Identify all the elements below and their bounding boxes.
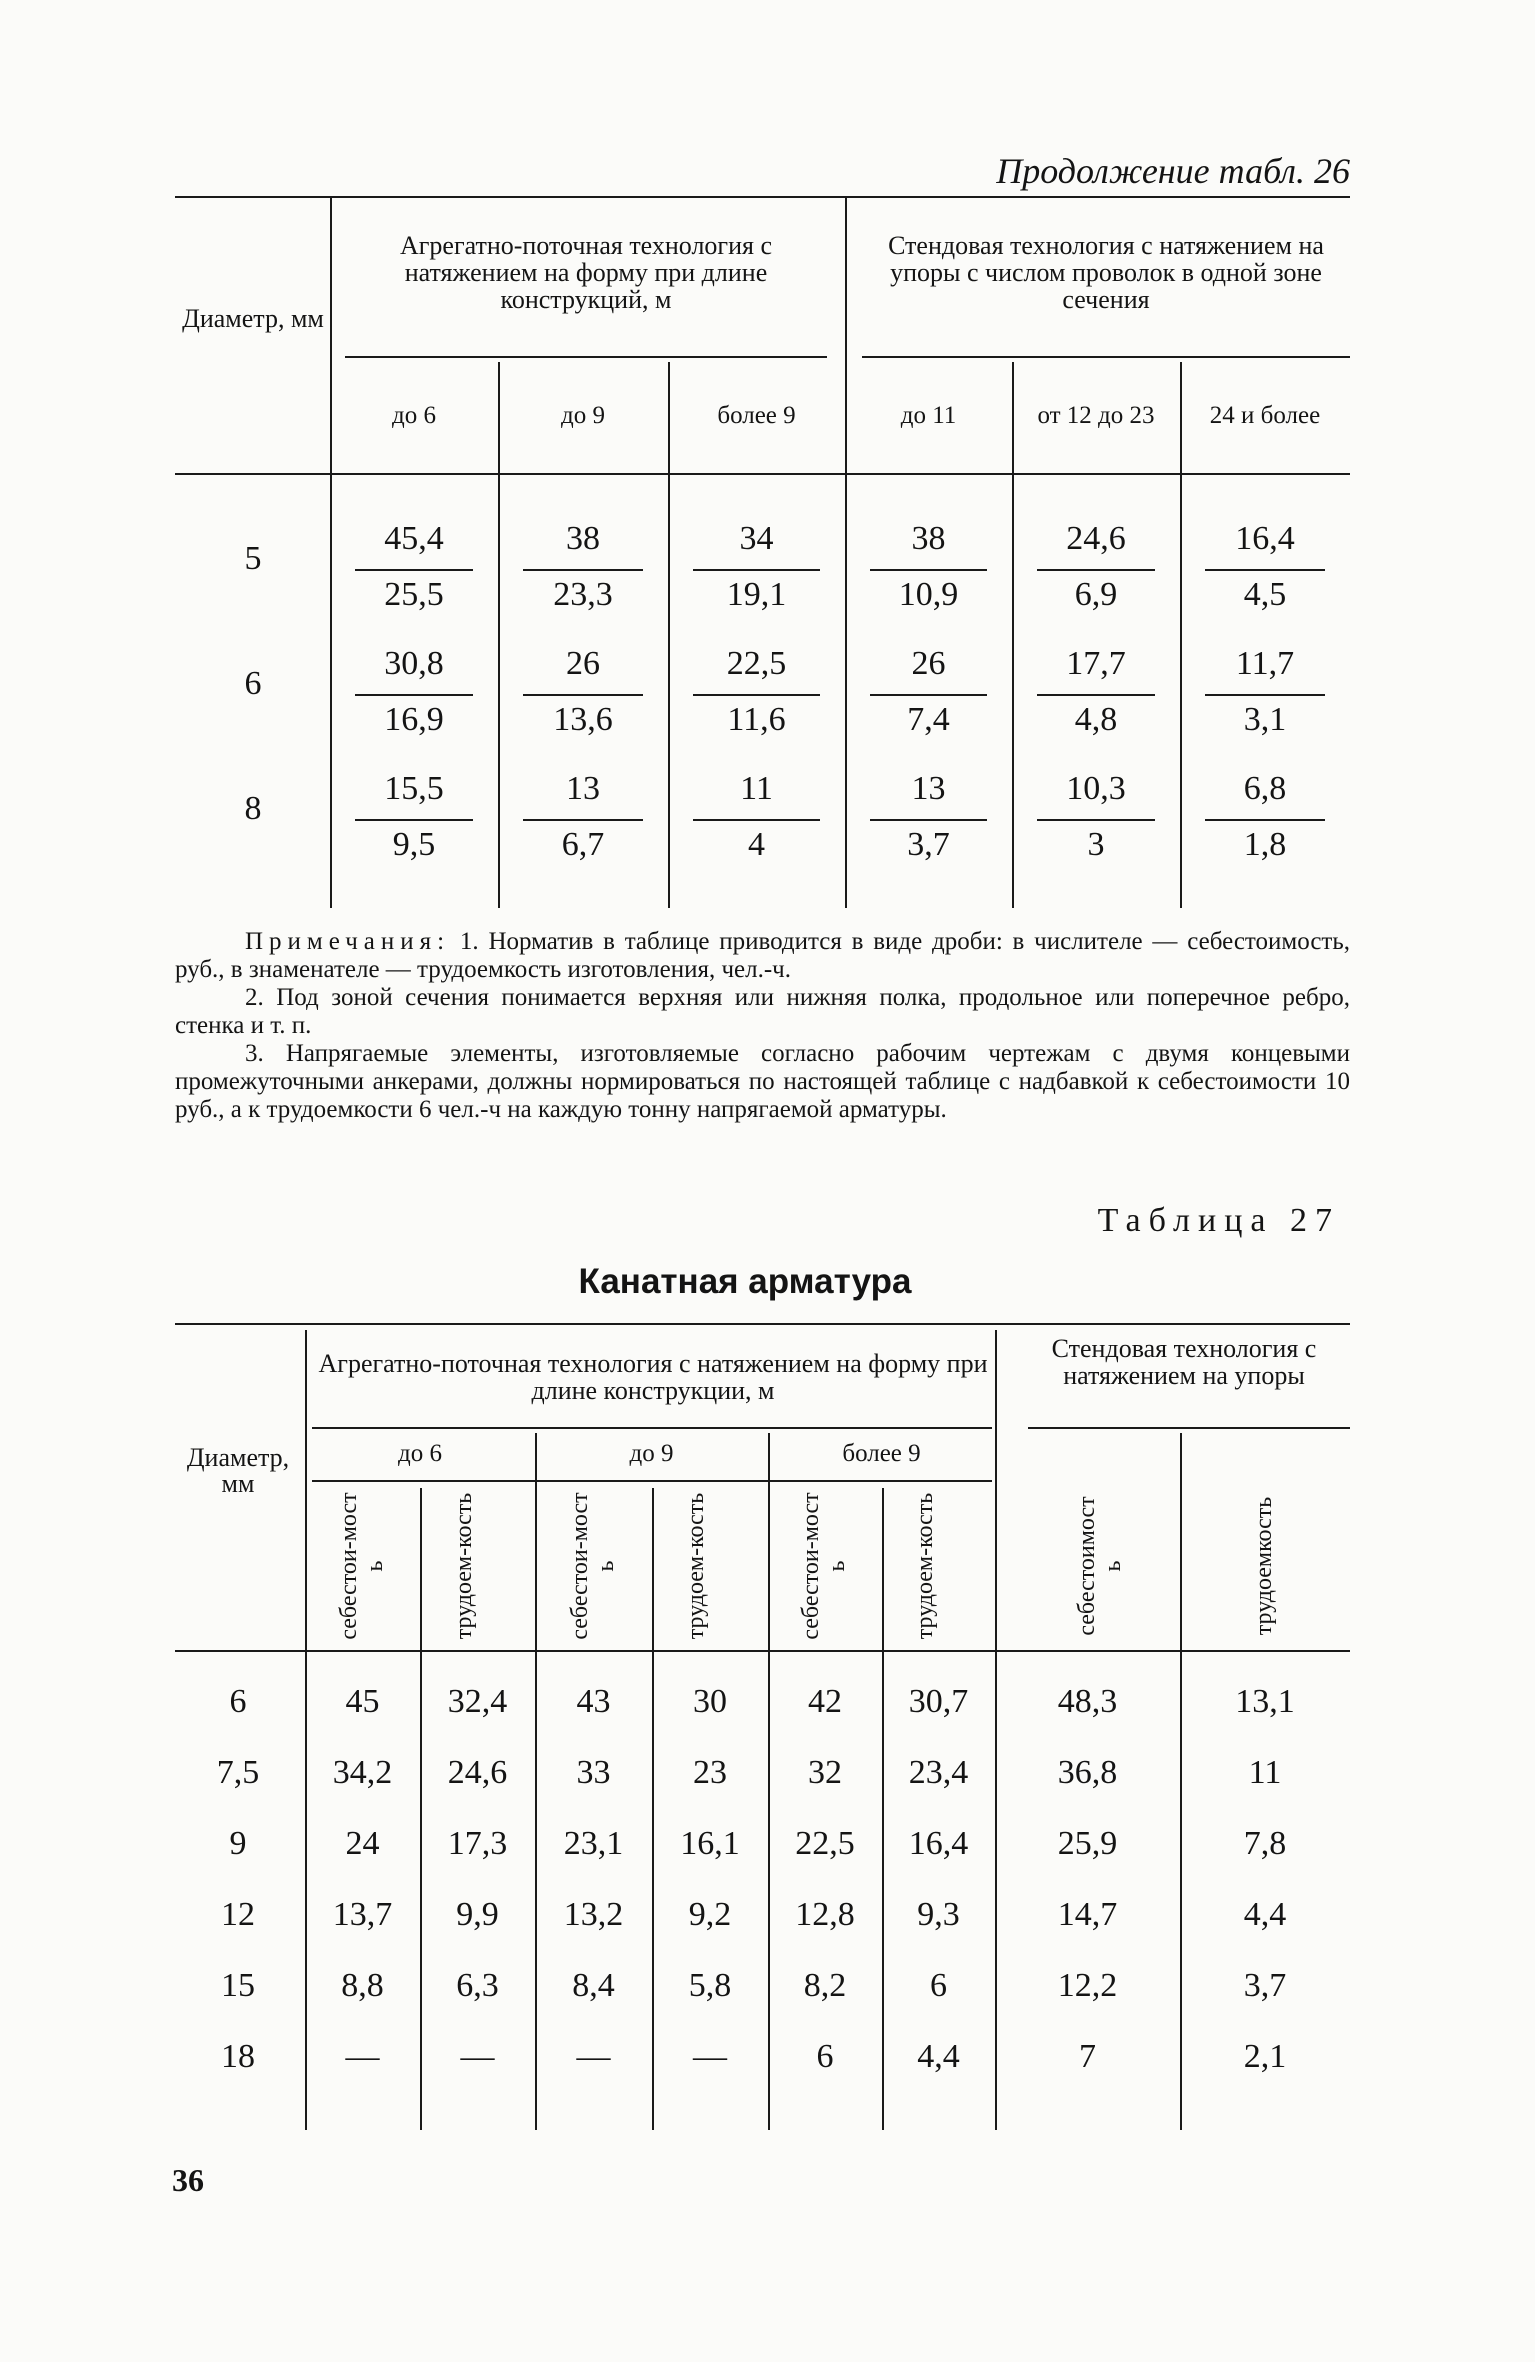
t27-length-header: до 9 (629, 1440, 674, 1467)
t27-cell: 12,8 (795, 1896, 855, 1933)
t26-cell-denominator: 16,9 (384, 701, 444, 738)
t27-cell: 25,9 (1057, 1825, 1118, 1862)
table-27-label: Таблица 27 (1097, 1202, 1340, 1239)
t26-cell-numerator: 16,4 (1235, 520, 1295, 557)
note-3: 3. Напрягаемые элементы, изготовляемые согласно рабочим чертежам с двумя концевыми промежуточными анкерами, должны нормироваться по настоящей таблице с надбавкой к себестоимости 10 руб., а к трудоемкости 6 чел.-ч на каждую тонну напрягаемой арматуры. (175, 1040, 1350, 1123)
t27-row-diameter: 15 (221, 1967, 255, 2004)
t26-subcol: до 11 (900, 402, 957, 429)
t27-cell: 43 (576, 1683, 611, 1720)
t27-cell: 16,1 (680, 1825, 740, 1862)
t26-fraction-bar (870, 694, 987, 696)
t27-cell: 7,8 (1243, 1825, 1287, 1862)
t26-row-diameter: 8 (244, 790, 262, 827)
t26-cell-denominator: 25,5 (384, 576, 444, 613)
t26-cell-denominator: 6,7 (561, 826, 605, 863)
t27-cell: 4,4 (1243, 1896, 1287, 1933)
t26-cell-numerator: 30,8 (384, 645, 444, 682)
t27-cell: 14,7 (1057, 1896, 1118, 1933)
t26-cell-denominator: 11,6 (727, 701, 786, 738)
t27-vert-label: себестои-мость (566, 1492, 619, 1640)
t27-row-diameter: 6 (229, 1683, 247, 1720)
t27-cell: 6,3 (456, 1967, 499, 2004)
t27-vert-label: трудоем-кость (683, 1492, 709, 1640)
t26-cell-numerator: 45,4 (384, 520, 444, 557)
t26-subcol: от 12 до 23 (1037, 402, 1155, 429)
t26-fraction-bar (355, 694, 473, 696)
t26-cell-numerator: 13 (566, 770, 600, 807)
t27-vert-label: себестои-мость (798, 1492, 850, 1640)
table-27-title: Канатная арматура (578, 1262, 912, 1301)
t27-cell: 32 (808, 1754, 842, 1791)
t27-cell: 32,4 (447, 1683, 508, 1720)
t27-cell: — (345, 2038, 380, 2075)
t27-cell: 13,7 (332, 1896, 393, 1933)
t26-cell-numerator: 11,7 (1235, 645, 1295, 682)
t26-subcol: до 6 (392, 402, 436, 429)
t26-cell-denominator: 3,1 (1243, 701, 1287, 738)
t26-cell-numerator: 24,6 (1066, 520, 1126, 557)
t27-cell: 13,1 (1235, 1683, 1295, 1720)
t26-fraction-bar (693, 569, 820, 571)
t27-row-diameter: 7,5 (216, 1754, 260, 1791)
t27-cell: 30 (693, 1683, 727, 1720)
note-1: 1. Норматив в таблице приводится в виде дроби: в числителе — себестоимость, руб., в знаменателе — трудоемкость изготовления, чел.-ч. (175, 928, 1351, 983)
t26-fraction-bar (870, 569, 987, 571)
t26-fraction-bar (355, 569, 473, 571)
t27-group-aggregate: Агрегатно-поточная технология с натяжением на форму при длине конструкции, м (318, 1349, 988, 1405)
t27-cell: 24,6 (447, 1754, 508, 1791)
t27-cell: 48,3 (1057, 1683, 1118, 1720)
t26-cell-denominator: 4 (748, 826, 765, 863)
t27-cell: 4,4 (917, 2038, 960, 2075)
t27-cell: 12,2 (1057, 1967, 1118, 2004)
t27-cell: — (576, 2038, 611, 2075)
t26-cell-denominator: 1,8 (1243, 826, 1287, 863)
t26-subcol: 24 и более (1209, 402, 1321, 429)
continuation-title: Продолжение табл. 26 (996, 151, 1350, 191)
t27-row-diameter: 12 (221, 1896, 255, 1933)
t26-fraction-bar (523, 569, 643, 571)
t27-cell: 7 (1079, 2038, 1096, 2075)
t26-fraction-bar (523, 694, 643, 696)
t26-fraction-bar (693, 819, 820, 821)
t27-vert-label: трудоем-кость (450, 1492, 477, 1640)
t27-vert-label-stand: трудоемкость (1251, 1496, 1277, 1636)
t27-cell: 8,4 (572, 1967, 615, 2004)
t27-vert-label-stand: себестоимость (1073, 1496, 1126, 1636)
t26-fraction-bar (870, 819, 987, 821)
t27-cell: 34,2 (332, 1754, 393, 1791)
t27-cell: 30,7 (908, 1683, 969, 1720)
t26-fraction-bar (1205, 694, 1325, 696)
t26-cell-denominator: 10,9 (898, 576, 959, 613)
t27-cell: — (460, 2038, 495, 2075)
t27-cell: 24 (345, 1825, 380, 1862)
t27-cell: 11 (1248, 1754, 1282, 1791)
t27-cell: 42 (808, 1683, 842, 1720)
t26-cell-numerator: 38 (911, 520, 946, 557)
t26-row-diameter: 6 (244, 665, 262, 702)
t26-group-aggregate: Агрегатно-поточная технология с натяжением на форму при длине конструкций, м (399, 231, 773, 314)
t26-cell-numerator: 34 (739, 520, 774, 557)
t27-cell: 22,5 (795, 1825, 855, 1862)
t26-group-stand: Стендовая технология с натяжением на упоры с числом проволок в одной зоне сечения (888, 231, 1324, 314)
t26-cell-denominator: 23,3 (553, 576, 613, 613)
t27-cell: 45 (345, 1683, 380, 1720)
t27-cell: — (693, 2038, 727, 2075)
t27-cell: 8,8 (341, 1967, 384, 2004)
t27-col-diameter: Диаметр, мм (186, 1443, 290, 1498)
t27-cell: 6 (930, 1967, 947, 2004)
t27-cell: 3,7 (1243, 1967, 1287, 2004)
t26-cell-denominator: 3 (1087, 826, 1105, 863)
t27-cell: 6 (816, 2038, 834, 2075)
t26-cell-numerator: 26 (911, 645, 946, 682)
t26-fraction-bar (693, 694, 820, 696)
t27-cell: 16,4 (908, 1825, 969, 1862)
t26-cell-numerator: 17,7 (1066, 645, 1126, 682)
t27-length-header: до 6 (398, 1440, 442, 1467)
t26-cell-denominator: 9,5 (392, 826, 436, 863)
t27-cell: 33 (576, 1754, 611, 1791)
notes (175, 928, 1350, 1124)
t26-fraction-bar (523, 819, 643, 821)
t26-cell-numerator: 15,5 (384, 770, 444, 807)
t26-fraction-bar (1205, 819, 1325, 821)
t26-cell-denominator: 4,8 (1074, 701, 1118, 738)
t26-cell-numerator: 13 (911, 770, 946, 807)
t26-cell-numerator: 26 (566, 645, 600, 682)
t26-col-diameter: Диаметр, мм (182, 304, 324, 333)
notes-label: Примечания: (245, 928, 451, 955)
t26-fraction-bar (355, 819, 473, 821)
t27-cell: 9,2 (688, 1896, 732, 1933)
t26-fraction-bar (1205, 569, 1325, 571)
t26-subcol: до 9 (561, 402, 605, 429)
t27-group-stand: Стендовая технология с натяжением на упоры (1051, 1334, 1317, 1390)
t27-cell: 23,1 (563, 1825, 624, 1862)
page-number: 36 (172, 2162, 204, 2198)
t27-cell: 36,8 (1057, 1754, 1118, 1791)
t27-cell: 9,9 (456, 1896, 499, 1933)
t26-cell-numerator: 38 (566, 520, 600, 557)
t27-cell: 2,1 (1243, 2038, 1287, 2075)
t27-row-diameter: 9 (229, 1825, 247, 1862)
t26-cell-numerator: 22,5 (726, 645, 787, 682)
t27-cell: 23,4 (908, 1754, 969, 1791)
t27-length-header: более 9 (842, 1440, 921, 1467)
t26-cell-numerator: 11 (740, 770, 773, 807)
t27-vert-label: трудоем-кость (911, 1492, 938, 1640)
t26-subcol: более 9 (717, 402, 796, 429)
t26-fraction-bar (1037, 694, 1155, 696)
t26-fraction-bar (1037, 819, 1155, 821)
t26-cell-denominator: 19,1 (726, 576, 787, 613)
t27-cell: 23 (693, 1754, 727, 1791)
t26-cell-numerator: 10,3 (1066, 770, 1126, 807)
t27-cell: 17,3 (447, 1825, 508, 1862)
t27-cell: 9,3 (917, 1896, 960, 1933)
note-2: 2. Под зоной сечения понимается верхняя или нижняя полка, продольное или поперечное ребро, стенка и т. п. (175, 984, 1350, 1039)
t27-cell: 8,2 (803, 1967, 847, 2004)
t26-cell-denominator: 13,6 (553, 701, 613, 738)
t26-cell-denominator: 6,9 (1074, 576, 1118, 613)
t27-vert-label: себестои-мость (335, 1492, 388, 1640)
t26-cell-numerator: 6,8 (1243, 770, 1287, 807)
t27-cell: 5,8 (688, 1967, 732, 2004)
t26-cell-denominator: 4,5 (1243, 576, 1287, 613)
t26-row-diameter: 5 (244, 540, 262, 577)
t26-cell-denominator: 7,4 (907, 701, 950, 738)
t27-row-diameter: 18 (221, 2038, 255, 2075)
t26-fraction-bar (1037, 569, 1155, 571)
t26-cell-denominator: 3,7 (907, 826, 950, 863)
t27-cell: 13,2 (563, 1896, 624, 1933)
